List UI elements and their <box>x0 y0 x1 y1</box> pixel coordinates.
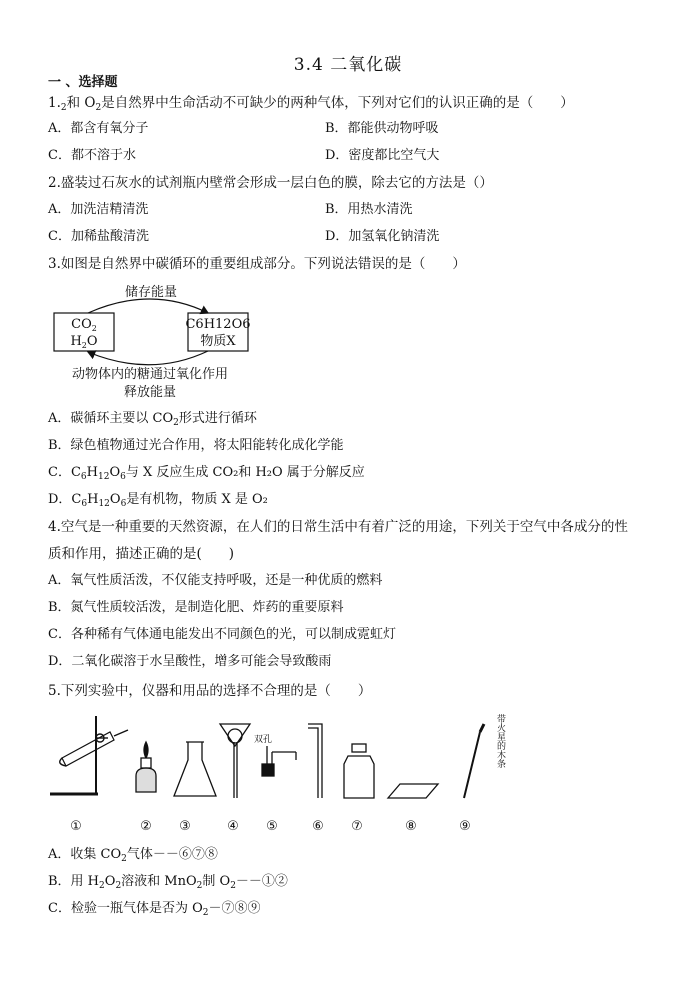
iron-stand-icon <box>50 716 128 794</box>
handwritten-splint-note: 带火星的木条 <box>495 714 505 768</box>
question-4-stem-line2: 质和作用，描述正确的是( ) <box>48 546 235 562</box>
page-title: 3.4 二氧化碳 <box>293 55 403 75</box>
apparatus-label-8: ⑧ <box>405 819 417 834</box>
apparatus-label-7: ⑦ <box>351 819 363 834</box>
q1-sub1: 2 <box>60 103 67 113</box>
apparatus-label-1: ① <box>70 819 82 834</box>
q5-option-c[interactable]: C．检验一瓶气体是否为 $O_2-⑦⑧⑨$ <box>48 901 261 918</box>
q5-option-a[interactable]: A．收集 $CO_2$气体－－⑥⑦⑧ <box>48 847 218 864</box>
apparatus-label-9: ⑨ <box>459 819 471 834</box>
q4-option-b[interactable]: B．氮气性质较活泼，是制造化肥、炸药的重要原料 <box>48 600 344 615</box>
apparatus-label-2: ② <box>140 819 152 834</box>
carbon-cycle-diagram <box>48 280 268 402</box>
apparatus-label-4: ④ <box>227 819 239 834</box>
alcohol-lamp-icon <box>136 742 156 792</box>
q1-option-b[interactable]: B．都能供动物呼吸 <box>325 121 439 136</box>
apparatus-label-6: ⑥ <box>312 819 324 834</box>
q1-option-c[interactable]: C．都不溶于水 <box>48 148 136 163</box>
q1-option-a[interactable]: A．都含有氧分子 <box>48 121 149 136</box>
section-heading: 一 、选择题 <box>48 75 118 90</box>
diagram-top-label: 储存能量 <box>124 285 178 300</box>
diagram-arrow-top <box>88 299 208 313</box>
q1-number: 1. <box>48 95 61 111</box>
q4-option-d[interactable]: D．二氧化碳溶于水呈酸性，增多可能会导致酸雨 <box>48 654 332 669</box>
q2-option-a[interactable]: A．加洗洁精清洗 <box>48 202 149 217</box>
gas-jar-icon <box>344 744 374 798</box>
q1-post: 是自然界中生命活动不可缺少的两种气体，下列对它们的认识正确的是（ ） <box>101 95 574 111</box>
q4-option-c[interactable]: C．各种稀有气体通电能发出不同颜色的光，可以制成霓虹灯 <box>48 627 396 642</box>
q3-option-c[interactable]: C．$C_6H_{12}O_6$与 X 反应生成 CO₂和 H₂O 属于分解反应 <box>48 465 365 482</box>
question-2-stem: 2.盛装过石灰水的试剂瓶内壁常会形成一层白色的膜，除去它的方法是（） <box>48 175 493 191</box>
glass-plate-icon <box>388 784 438 798</box>
q3-option-b[interactable]: B．绿色植物通过光合作用，将太阳能转化成化学能 <box>48 438 344 453</box>
glowing-splint-icon <box>464 724 484 798</box>
question-5-stem: 5.下列实验中，仪器和用品的选择不合理的是（ ） <box>48 683 372 699</box>
right-box-substance-x: 物质X <box>200 334 236 349</box>
left-box-co2: $CO_2$ <box>71 317 97 333</box>
conical-flask-icon <box>174 742 216 796</box>
right-box-glucose: C6H12O6 <box>185 317 251 332</box>
diagram-arrow-bottom <box>88 351 208 365</box>
handwritten-two-hole-note: 双孔 <box>254 735 273 745</box>
q3-option-a[interactable]: A．碳循环主要以 $CO_2$形式进行循环 <box>48 411 257 428</box>
apparatus-label-5: ⑤ <box>266 819 278 834</box>
q1-mid: 和 O <box>66 95 96 111</box>
apparatus-label-3: ③ <box>179 819 191 834</box>
left-box-h2o: $H_2O$ <box>70 334 98 350</box>
funnel-icon <box>220 724 250 798</box>
question-1-stem <box>48 94 574 117</box>
apparatus-figure <box>40 712 530 840</box>
q5-option-b[interactable]: B．用 $H_2O_2$溶液和 MnO$_2$制 $O_2--①②$ <box>48 874 288 891</box>
diagram-bottom-label-1: 动物体内的糖通过氧化作用 <box>71 367 229 382</box>
question-4-stem-line1: 4.空气是一种重要的天然资源，在人们的日常生活中有着广泛的用途，下列关于空气中各成分的性 <box>48 519 628 535</box>
delivery-tube-icon <box>308 724 322 798</box>
diagram-bottom-label-2: 释放能量 <box>123 385 177 400</box>
q3-option-d[interactable]: D．$C_6H_{12}O_6$是有机物，物质 X 是 O₂ <box>48 492 268 509</box>
q4-option-a[interactable]: A．氧气性质活泼，不仅能支持呼吸，还是一种优质的燃料 <box>48 573 383 588</box>
q1-option-d[interactable]: D．密度都比空气大 <box>325 148 440 163</box>
q2-option-c[interactable]: C．加稀盐酸清洗 <box>48 229 149 244</box>
question-3-stem: 3.如图是自然界中碳循环的重要组成部分。下列说法错误的是（ ） <box>48 256 466 272</box>
two-hole-stopper-icon <box>262 746 296 776</box>
q2-option-d[interactable]: D．加氢氧化钠清洗 <box>325 229 440 244</box>
q2-option-b[interactable]: B．用热水清洗 <box>325 202 413 217</box>
q1-sub2: 2 <box>95 103 102 113</box>
